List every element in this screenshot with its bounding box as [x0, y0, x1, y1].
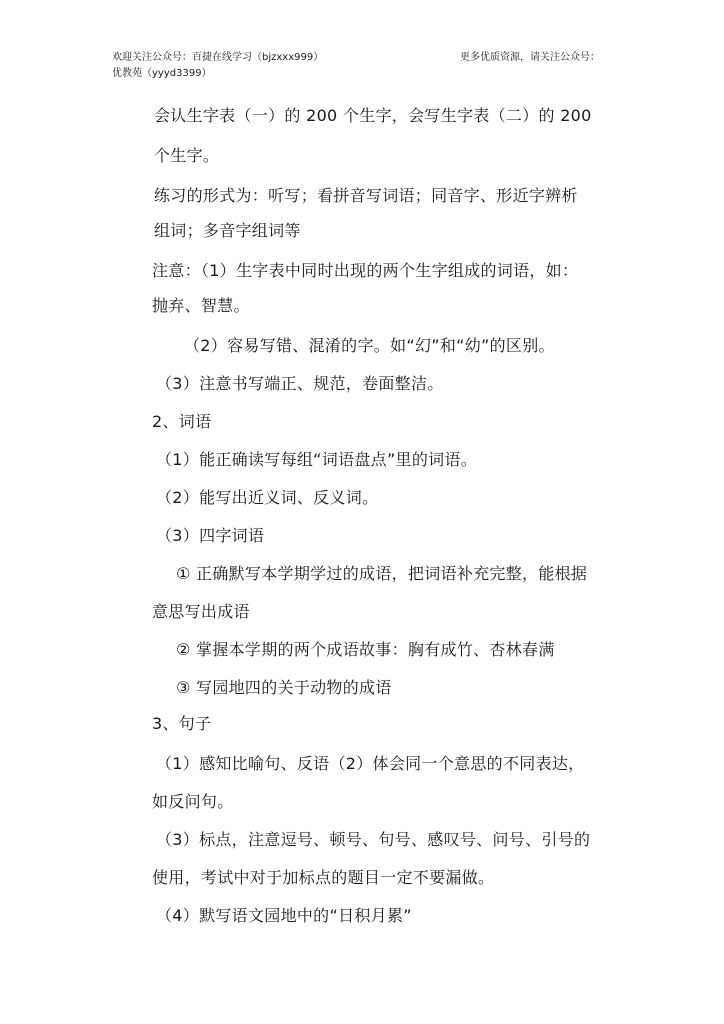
text-line: 组词；多音字组词等 — [154, 221, 301, 240]
header-left — [112, 50, 323, 82]
text-line: 如反问句。 — [152, 792, 234, 811]
section-heading: 2、词语 — [152, 412, 212, 431]
header-left-line2: 优教苑（yyyd3399） — [112, 68, 212, 79]
text-line: 个生字。 — [154, 146, 220, 165]
header-left-line1: 欢迎关注公众号：百捷在线学习（bjzxxx999） — [112, 52, 324, 63]
text-line: 意思写出成语 — [152, 602, 250, 621]
text-line: ③ 写园地四的关于动物的成语 — [176, 678, 392, 697]
text-line: 练习的形式为：听写；看拼音写词语；同音字、形近字辨析 — [154, 186, 578, 205]
text-line: 使用，考试中对于加标点的题目一定不要漏做。 — [152, 868, 495, 887]
text-line: （3）四字词语 — [156, 526, 265, 545]
section-heading: 3、句子 — [152, 714, 212, 733]
text-line: （2）能写出近义词、反义词。 — [156, 488, 379, 507]
text-line: 会认生字表（一）的 200 个生字，会写生字表（二）的 200 — [154, 106, 592, 125]
text-line: （3）标点，注意逗号、顿号、句号、感叹号、问号、引号的 — [156, 830, 591, 849]
text-line: （2）容易写错、混淆的字。如“幻”和“幼”的区别。 — [184, 336, 555, 355]
text-line: 注意：（1）生字表中同时出现的两个生字组成的词语，如： — [152, 261, 579, 280]
header-right: 更多优质资源，请关注公众号： — [460, 52, 600, 63]
text-line: （4）默写语文园地中的“日积月累” — [156, 906, 412, 925]
text-line: ② 掌握本学期的两个成语故事：胸有成竹、杏林春满 — [176, 640, 555, 659]
text-line: 抛弃、智慧。 — [152, 296, 250, 315]
text-line: （1）感知比喻句、反语（2）体会同一个意思的不同表达， — [156, 754, 585, 773]
text-line: （1）能正确读写每组“词语盘点”里的词语。 — [156, 450, 478, 469]
text-line: ① 正确默写本学期学过的成语，把词语补充完整，能根据 — [176, 564, 588, 583]
text-line: （3）注意书写端正、规范，卷面整洁。 — [156, 374, 444, 393]
